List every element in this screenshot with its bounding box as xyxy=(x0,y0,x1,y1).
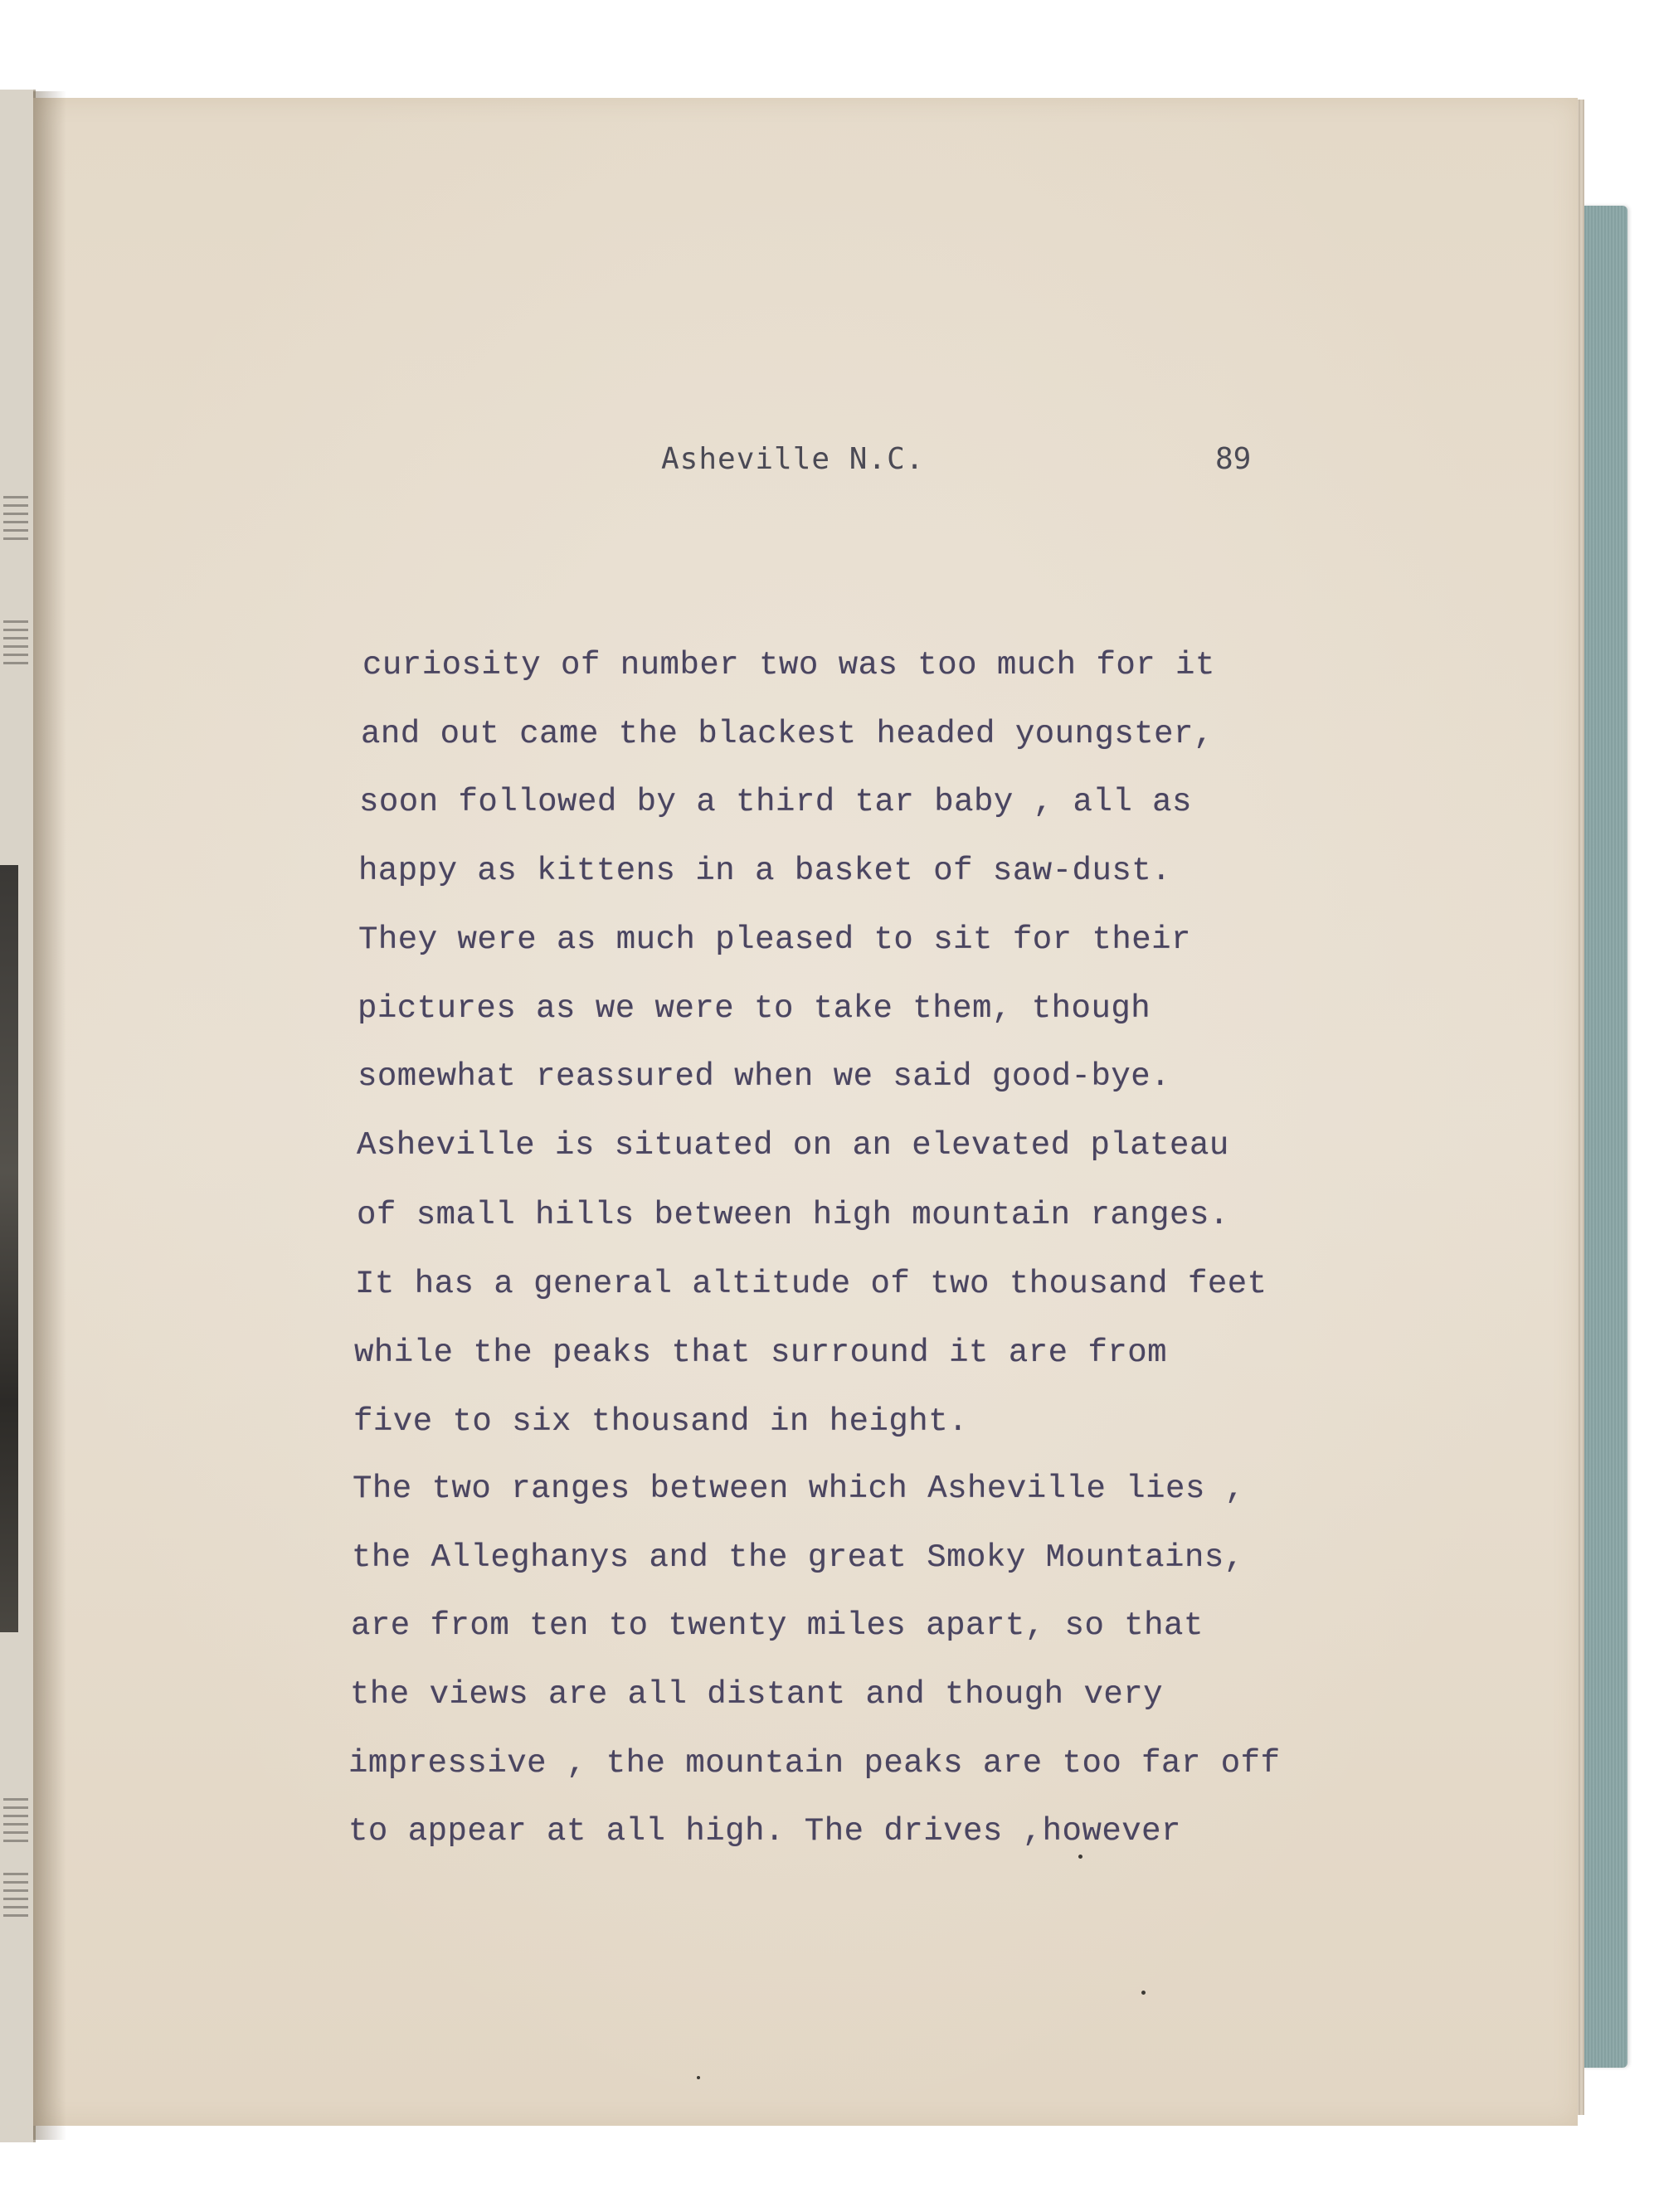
text-line: the views are all distant and though very xyxy=(350,1676,1164,1713)
page-header-title: Asheville N.C. xyxy=(661,442,925,476)
text-line: It has a general altitude of two thousand feet xyxy=(355,1266,1267,1302)
text-line: the Alleghanys and the great Smoky Mountains, xyxy=(352,1539,1244,1576)
facing-page-text-fragment xyxy=(3,620,28,670)
paper-speck xyxy=(1141,1991,1146,1995)
spine-shadow xyxy=(33,91,66,2140)
text-line: They were as much pleased to sit for their xyxy=(358,921,1191,958)
text-line: soon followed by a third tar baby , all as xyxy=(359,784,1192,820)
text-line: pictures as we were to take them, though xyxy=(358,990,1151,1027)
page-number: 89 xyxy=(1215,442,1252,476)
paper-speck xyxy=(1078,1855,1082,1859)
facing-page-text-fragment xyxy=(3,496,28,546)
facing-page-text-fragment xyxy=(3,1873,28,1923)
text-line: to appear at all high. The drives ,however xyxy=(348,1813,1181,1850)
text-line: The two ranges between which Asheville lies , xyxy=(353,1471,1245,1507)
text-line: and out came the blackest headed youngster, xyxy=(361,716,1214,752)
facing-page xyxy=(0,90,36,2142)
text-line: five to six thousand in height. xyxy=(353,1403,969,1440)
facing-page-text-fragment xyxy=(3,1798,28,1848)
text-line: are from ten to twenty miles apart, so that xyxy=(351,1607,1204,1644)
text-line: happy as kittens in a basket of saw-dust. xyxy=(358,853,1172,889)
paper-speck xyxy=(697,2076,700,2079)
text-line: curiosity of number two was too much for it xyxy=(362,647,1215,683)
text-line: Asheville is situated on an elevated plateau xyxy=(357,1127,1229,1164)
text-line: of small hills between high mountain ranges. xyxy=(357,1197,1229,1233)
facing-page-photograph xyxy=(0,865,18,1632)
typed-page xyxy=(33,98,1578,2126)
text-line: impressive , the mountain peaks are too far off xyxy=(348,1745,1281,1782)
text-line: somewhat reassured when we said good-bye. xyxy=(358,1058,1171,1095)
text-line: while the peaks that surround it are from xyxy=(354,1334,1168,1371)
